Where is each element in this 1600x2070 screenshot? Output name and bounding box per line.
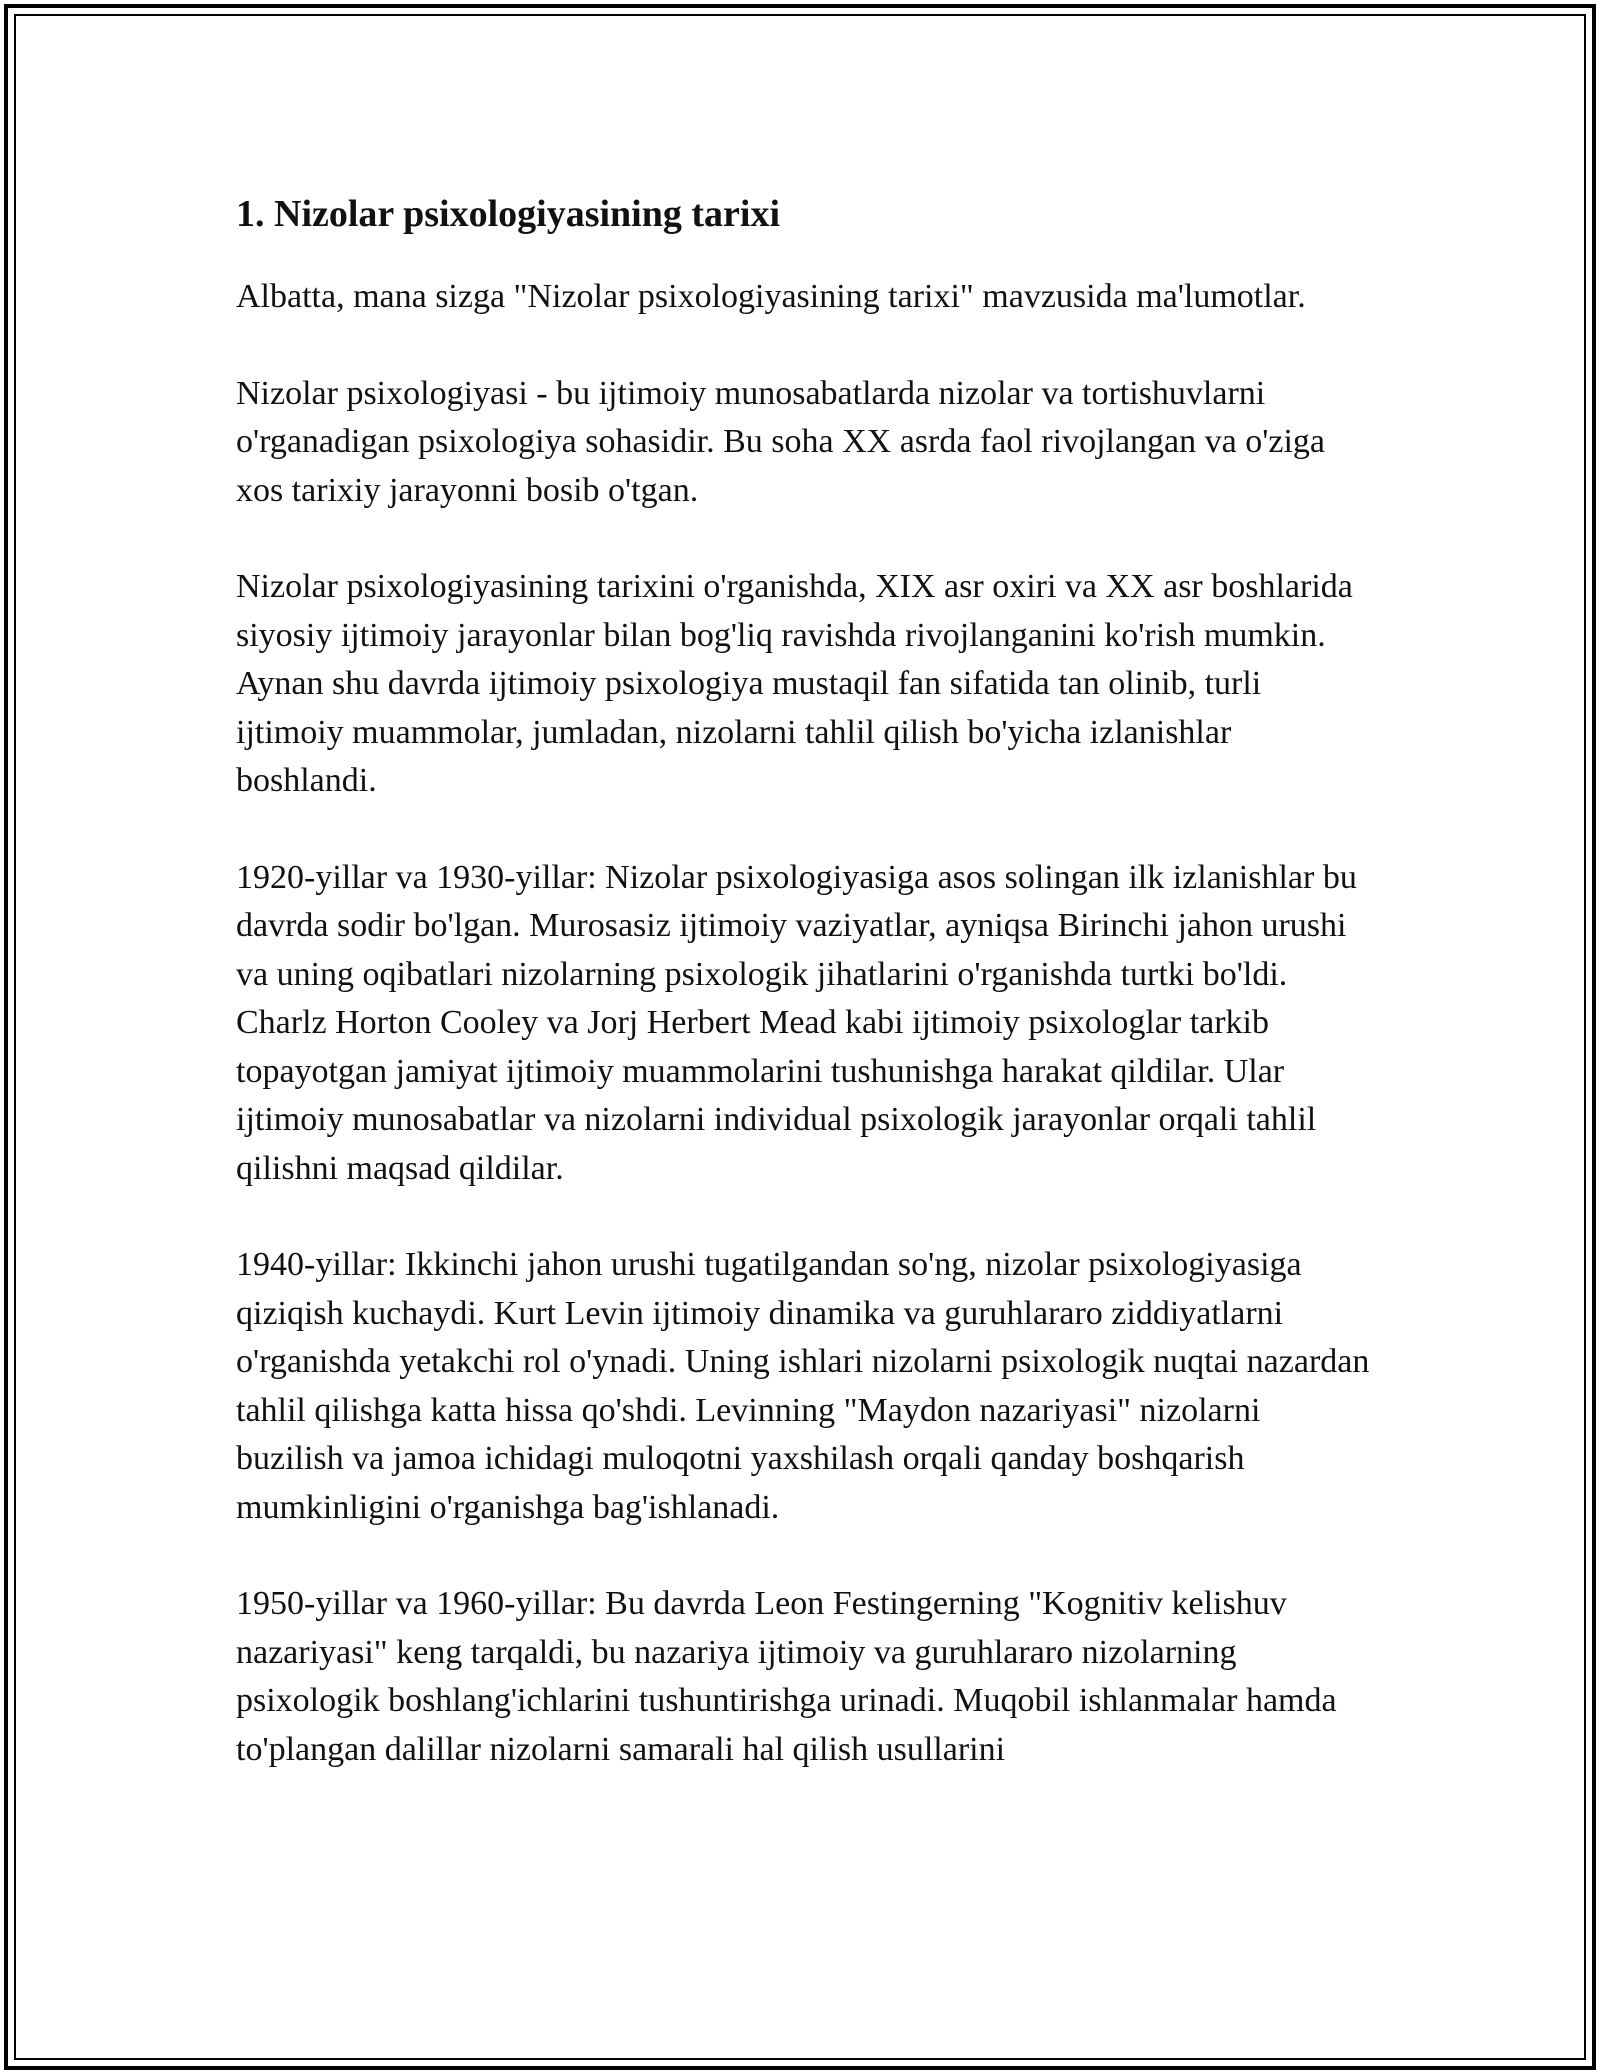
document-body	[236, 185, 1376, 1774]
paragraph-1950s-1960s: 1950-yillar va 1960-yillar: Bu davrda Leon Festingerning "Kognitiv kelishuv nazariyasi" keng tarqaldi, bu nazariya ijtimoiy va guruhlararo nizolarning psixologik boshlang'ichlarini tushuntirishga urinadi. Muqobil ishlanmalar hamda to'plangan dalillar nizolarni samarali hal qilish usullarini	[236, 1585, 1337, 1768]
paragraph-1940s: 1940-yillar: Ikkinchi jahon urushi tugatilgandan so'ng, nizolar psixologiyasiga qiziqish kuchaydi. Kurt Levin ijtimoiy dinamika va guruhlararo ziddiyatlarni o'rganishda yetakchi rol o'ynadi. Uning ishlari nizolarni psixologik nuqtai nazardan tahlil qilishga katta hissa qo'shdi. Levinning "Maydon nazariyasi" nizolarni buzilish va jamoa ichidagi muloqotni yaxshilash orqali qanday boshqarish mumkinligini o'rganishga bag'ishlanadi.	[236, 1246, 1370, 1526]
paragraph-1920s-1930s: 1920-yillar va 1930-yillar: Nizolar psixologiyasiga asos solingan ilk izlanishlar bu davrda sodir bo'lgan. Murosasiz ijtimoiy vaziyatlar, ayniqsa Birinchi jahon urushi va uning oqibatlari nizolarning psixologik jihatlarini o'rganishda turtki bo'ldi. Charlz Horton Cooley va Jorj Herbert Mead kabi ijtimoiy psixologlar tarkib topayotgan jamiyat ijtimoiy muammolarini tushunishga harakat qildilar. Ular ijtimoiy munosabatlar va nizolarni individual psixologik jarayonlar orqali tahlil qilishni maqsad qildilar.	[236, 858, 1357, 1187]
paragraph-origins: Nizolar psixologiyasining tarixini o'rganishda, XIX asr oxiri va XX asr boshlarida siyosiy ijtimoiy jarayonlar bilan bog'liq ravishda rivojlanganini ko'rish mumkin. Aynan shu davrda ijtimoiy psixologiya mustaqil fan sifatida tan olinib, turli ijtimoiy muammolar, jumladan, nizolarni tahlil qilish bo'yicha izlanishlar boshlandi.	[236, 568, 1353, 799]
paragraph-intro: Albatta, mana sizga "Nizolar psixologiyasining tarixi" mavzusida ma'lumotlar.	[236, 278, 1306, 315]
section-heading: 1. Nizolar psixologiyasining tarixi	[236, 193, 781, 235]
paragraph-definition: Nizolar psixologiyasi - bu ijtimoiy munosabatlarda nizolar va tortishuvlarni o'rganadigan psixologiya sohasidir. Bu soha XX asrda faol rivojlangan va o'ziga xos tarixiy jarayonni bosib o'tgan.	[236, 374, 1325, 509]
